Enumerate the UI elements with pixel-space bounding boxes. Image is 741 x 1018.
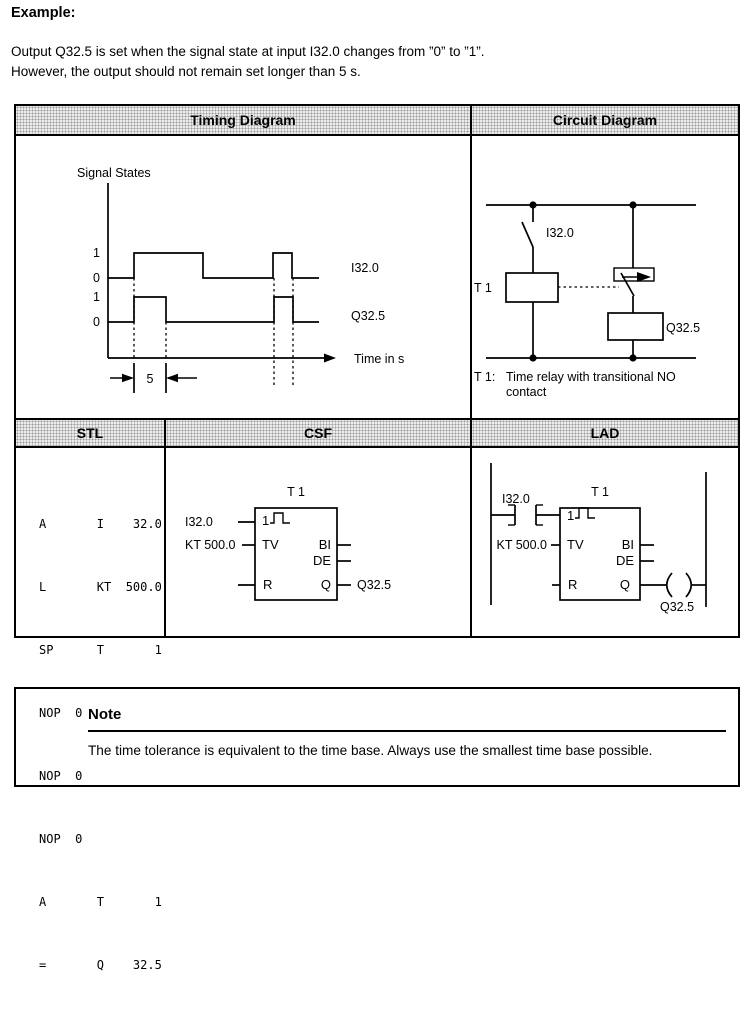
dimension-arrowhead-left bbox=[122, 374, 134, 382]
csf-tv-label: TV bbox=[262, 537, 279, 552]
timing-diagram bbox=[16, 136, 470, 418]
circuit-diagram-cell bbox=[472, 136, 738, 418]
dimension-arrowhead-right bbox=[166, 374, 178, 382]
relay-label: T 1 bbox=[474, 281, 492, 295]
pulse-prefix: 1 bbox=[262, 513, 270, 528]
lad-coil-label: Q32.5 bbox=[660, 600, 695, 614]
header-csf bbox=[166, 418, 472, 448]
circuit-input-label: I32.0 bbox=[546, 226, 574, 240]
stl-line: L KT 500.0 bbox=[39, 580, 162, 594]
csf-output-label: Q32.5 bbox=[357, 578, 392, 592]
coil-right-paren bbox=[686, 573, 691, 597]
header-lad bbox=[472, 418, 738, 448]
header-csf-label: CSF bbox=[304, 425, 332, 441]
csf-bi-label: BI bbox=[318, 537, 331, 552]
lad-tv-label: TV bbox=[567, 537, 584, 552]
stl-line: NOP 0 bbox=[39, 769, 83, 783]
time-axis-arrowhead bbox=[324, 354, 336, 363]
header-circuit-label: Circuit Diagram bbox=[552, 112, 658, 128]
output-coil-q32-5 bbox=[608, 313, 663, 340]
signal2-label: Q32.5 bbox=[351, 309, 386, 323]
circuit-diagram bbox=[472, 136, 738, 418]
stl-line: SP T 1 bbox=[39, 643, 162, 657]
stl-line: NOP 0 bbox=[39, 832, 83, 846]
switch-contact-i32-0 bbox=[522, 222, 533, 247]
csf-block-title: T 1 bbox=[287, 485, 305, 499]
lad-q-label: Q bbox=[619, 577, 630, 592]
lad-de-label: DE bbox=[615, 553, 634, 568]
csf-trigger-label: I32.0 bbox=[185, 515, 213, 529]
circuit-output-label: Q32.5 bbox=[666, 321, 701, 335]
note-rule bbox=[88, 730, 726, 732]
q-low-label: 0 bbox=[93, 315, 100, 329]
signal1-label: I32.0 bbox=[351, 261, 379, 275]
csf-r-label: R bbox=[263, 577, 273, 592]
header-lad-label: LAD bbox=[590, 425, 620, 441]
intro-paragraph bbox=[11, 42, 485, 81]
intro-line-1: Output Q32.5 is set when the signal state at input I32.0 changes from ”0” to ”1”. bbox=[11, 44, 485, 59]
header-stl bbox=[16, 418, 166, 448]
header-timing-diagram bbox=[16, 106, 472, 136]
caption-line-1: Time relay with transitional NO bbox=[506, 370, 676, 384]
lad-r-label: R bbox=[568, 577, 578, 592]
header-stl-label: STL bbox=[76, 425, 104, 441]
note-box bbox=[14, 687, 740, 787]
lad-diagram bbox=[472, 448, 738, 636]
lad-cell bbox=[472, 448, 738, 636]
timing-title: Signal States bbox=[77, 166, 151, 180]
q-high-label: 1 bbox=[93, 290, 100, 304]
pulse-prefix: 1 bbox=[567, 508, 575, 523]
header-timing-label: Timing Diagram bbox=[190, 112, 296, 128]
note-body: The time tolerance is equivalent to the time base. Always use the smallest time base possible. bbox=[88, 743, 653, 758]
caption-line-2: contact bbox=[506, 385, 547, 399]
lad-tv-value: KT 500.0 bbox=[496, 538, 547, 552]
pulse-waveform-icon bbox=[575, 508, 595, 518]
csf-q-label: Q bbox=[320, 577, 331, 592]
timing-diagram-cell bbox=[16, 136, 472, 418]
csf-de-label: DE bbox=[312, 553, 331, 568]
stl-line: A I 32.0 bbox=[39, 517, 162, 531]
caption-prefix: T 1: bbox=[474, 370, 496, 384]
coil-left-paren bbox=[667, 573, 672, 597]
transitional-contact-box bbox=[614, 268, 654, 281]
relay-coil-t1 bbox=[506, 273, 558, 302]
stl-line: NOP 0 bbox=[39, 706, 83, 720]
pulse-waveform-icon bbox=[270, 513, 290, 523]
header-circuit-diagram bbox=[472, 106, 738, 136]
lad-contact-label: I32.0 bbox=[502, 492, 530, 506]
example-heading: Example: bbox=[11, 5, 76, 21]
csf-tv-value: KT 500.0 bbox=[185, 538, 236, 552]
stl-line: A T 1 bbox=[39, 895, 162, 909]
stl-line: = Q 32.5 bbox=[39, 958, 162, 972]
time-axis-label: Time in s bbox=[354, 352, 405, 366]
csf-cell bbox=[166, 448, 472, 636]
lad-block-title: T 1 bbox=[591, 485, 609, 499]
csf-diagram bbox=[166, 448, 470, 636]
waveform-i32-0 bbox=[108, 253, 319, 278]
i-low-label: 0 bbox=[93, 271, 100, 285]
note-title: Note bbox=[88, 706, 122, 723]
intro-line-2: However, the output should not remain set longer than 5 s. bbox=[11, 63, 361, 79]
lad-bi-label: BI bbox=[621, 537, 634, 552]
duration-label: 5 bbox=[146, 372, 154, 386]
i-high-label: 1 bbox=[93, 246, 100, 260]
waveform-q32-5 bbox=[108, 297, 319, 322]
